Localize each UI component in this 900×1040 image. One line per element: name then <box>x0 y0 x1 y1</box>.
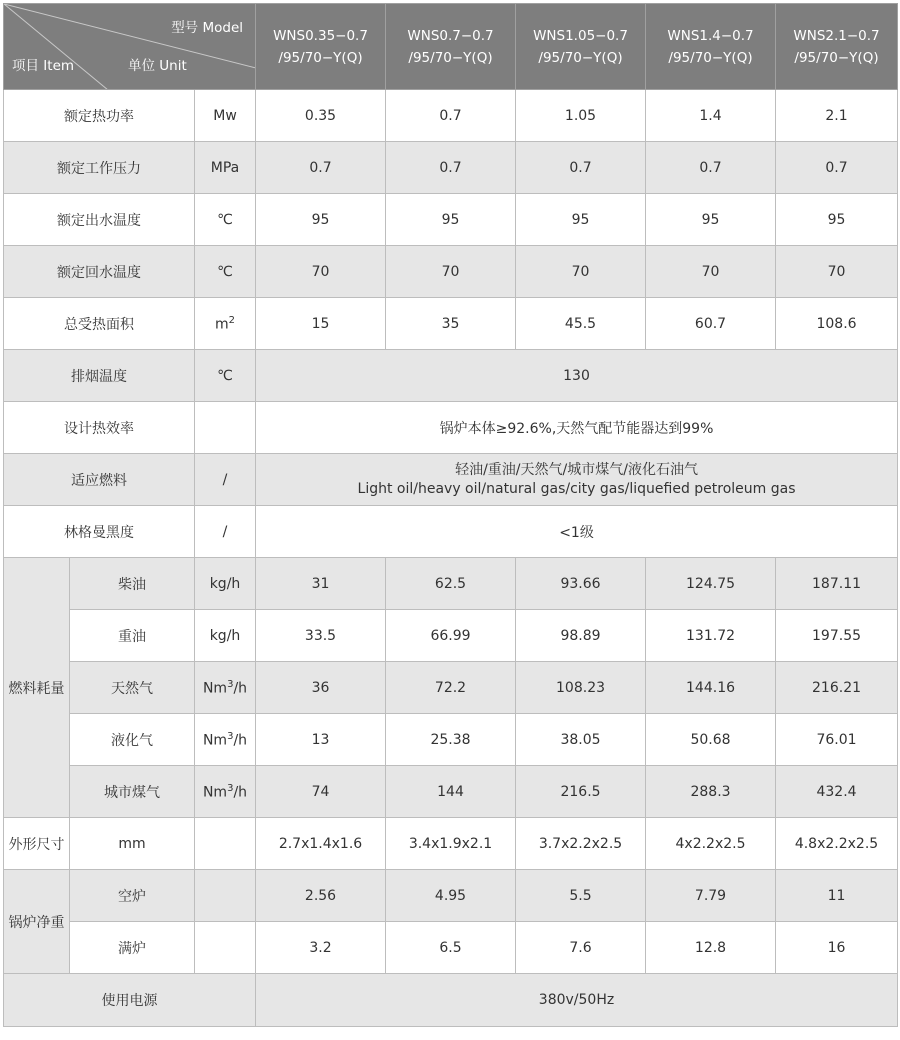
table-row <box>4 766 898 818</box>
unit-exponent: 3 <box>227 678 234 690</box>
value-cell: 7.6 <box>516 922 646 974</box>
value-cell: 72.2 <box>386 662 516 714</box>
unit-cell: ℃ <box>195 350 256 402</box>
value-cell: 16 <box>776 922 898 974</box>
value-cell: 4x2.2x2.5 <box>646 818 776 870</box>
value-cell: 95 <box>516 194 646 246</box>
boiler-spec-table <box>3 3 898 1027</box>
model-name: WNS1.05−0.7 <box>533 27 628 44</box>
value-cell: 216.21 <box>776 662 898 714</box>
value-cell: 3.4x1.9x2.1 <box>386 818 516 870</box>
value-cell: 144.16 <box>646 662 776 714</box>
sub-row-label: 柴油 <box>70 558 195 610</box>
value-cell: 3.2 <box>256 922 386 974</box>
sub-row-label: 城市煤气 <box>70 766 195 818</box>
merged-value-cell: 锅炉本体≥92.6%,天然气配节能器达到99% <box>256 402 898 454</box>
value-cell: 0.7 <box>646 142 776 194</box>
table-row <box>4 298 898 350</box>
unit-cell: mm <box>70 818 195 870</box>
value-cell: 0.7 <box>776 142 898 194</box>
sub-row-label: 液化气 <box>70 714 195 766</box>
model-header-cell <box>776 4 898 90</box>
sub-row-label: 满炉 <box>70 922 195 974</box>
merged-value-cell: <1级 <box>256 506 898 558</box>
model-suffix: /95/70−Y(Q) <box>794 49 879 66</box>
unit-cell-empty <box>195 818 256 870</box>
row-label: 外形尺寸 <box>4 818 70 870</box>
value-cell: 70 <box>776 246 898 298</box>
group-label: 燃料耗量 <box>4 558 70 818</box>
row-label: 额定回水温度 <box>4 246 195 298</box>
value-cell: 95 <box>386 194 516 246</box>
row-label: 排烟温度 <box>4 350 195 402</box>
model-header-cell <box>256 4 386 90</box>
unit-cell: MPa <box>195 142 256 194</box>
value-cell: 124.75 <box>646 558 776 610</box>
unit-cell <box>195 662 256 714</box>
table-row <box>4 974 898 1027</box>
table-row <box>4 870 898 922</box>
value-cell: 31 <box>256 558 386 610</box>
table-row <box>4 350 898 402</box>
table-row <box>4 246 898 298</box>
value-cell: 74 <box>256 766 386 818</box>
model-suffix: /95/70−Y(Q) <box>668 49 753 66</box>
unit-base: m <box>215 316 229 333</box>
row-label: 总受热面积 <box>4 298 195 350</box>
fuel-types-cn: 轻油/重油/天然气/城市煤气/液化石油气 <box>455 461 698 478</box>
sub-row-label: 天然气 <box>70 662 195 714</box>
value-cell: 38.05 <box>516 714 646 766</box>
unit-exponent: 3 <box>227 730 234 742</box>
model-suffix: /95/70−Y(Q) <box>538 49 623 66</box>
value-cell: 108.6 <box>776 298 898 350</box>
unit-cell <box>195 298 256 350</box>
value-cell: 0.7 <box>386 90 516 142</box>
unit-cell: kg/h <box>195 610 256 662</box>
value-cell: 2.1 <box>776 90 898 142</box>
row-label: 适应燃料 <box>4 454 195 506</box>
table-row <box>4 402 898 454</box>
value-cell: 76.01 <box>776 714 898 766</box>
value-cell: 15 <box>256 298 386 350</box>
unit-tail: /h <box>233 680 248 697</box>
value-cell: 35 <box>386 298 516 350</box>
value-cell: 6.5 <box>386 922 516 974</box>
model-header-label: 型号 Model <box>171 20 244 36</box>
value-cell: 95 <box>776 194 898 246</box>
value-cell: 95 <box>646 194 776 246</box>
value-cell: 108.23 <box>516 662 646 714</box>
unit-base: Nm <box>202 784 228 801</box>
value-cell: 0.7 <box>386 142 516 194</box>
value-cell: 216.5 <box>516 766 646 818</box>
value-cell: 13 <box>256 714 386 766</box>
unit-tail: /h <box>233 732 248 749</box>
model-suffix: /95/70−Y(Q) <box>278 49 363 66</box>
unit-cell: ℃ <box>195 246 256 298</box>
value-cell: 62.5 <box>386 558 516 610</box>
unit-tail: /h <box>233 784 248 801</box>
model-header-cell <box>646 4 776 90</box>
table-row <box>4 142 898 194</box>
value-cell: 45.5 <box>516 298 646 350</box>
model-name: WNS2.1−0.7 <box>793 27 880 44</box>
table-row <box>4 662 898 714</box>
header-corner-cell <box>4 4 256 90</box>
table-row <box>4 558 898 610</box>
table-row <box>4 610 898 662</box>
model-name: WNS0.7−0.7 <box>407 27 494 44</box>
table-row <box>4 454 898 506</box>
value-cell: 36 <box>256 662 386 714</box>
model-name: WNS0.35−0.7 <box>273 27 368 44</box>
value-cell: 1.05 <box>516 90 646 142</box>
value-cell: 0.7 <box>516 142 646 194</box>
unit-cell: Mw <box>195 90 256 142</box>
table-header-row <box>4 4 898 90</box>
value-cell: 70 <box>516 246 646 298</box>
value-cell: 288.3 <box>646 766 776 818</box>
value-cell: 25.38 <box>386 714 516 766</box>
sub-row-label: 重油 <box>70 610 195 662</box>
unit-cell: ℃ <box>195 194 256 246</box>
merged-value-cell <box>256 454 898 506</box>
value-cell: 2.56 <box>256 870 386 922</box>
value-cell: 2.7x1.4x1.6 <box>256 818 386 870</box>
value-cell: 7.79 <box>646 870 776 922</box>
value-cell: 93.66 <box>516 558 646 610</box>
value-cell: 11 <box>776 870 898 922</box>
unit-cell <box>195 402 256 454</box>
unit-cell <box>195 714 256 766</box>
row-label: 设计热效率 <box>4 402 195 454</box>
value-cell: 0.35 <box>256 90 386 142</box>
unit-cell: / <box>195 506 256 558</box>
row-label: 使用电源 <box>4 974 256 1027</box>
unit-cell: kg/h <box>195 558 256 610</box>
value-cell: 70 <box>386 246 516 298</box>
sub-row-label: 空炉 <box>70 870 195 922</box>
table-row <box>4 90 898 142</box>
value-cell: 1.4 <box>646 90 776 142</box>
value-cell: 5.5 <box>516 870 646 922</box>
group-label: 锅炉净重 <box>4 870 70 974</box>
unit-cell <box>195 766 256 818</box>
row-label: 额定出水温度 <box>4 194 195 246</box>
unit-exponent: 3 <box>227 782 234 794</box>
table-row <box>4 922 898 974</box>
value-cell: 0.7 <box>256 142 386 194</box>
merged-value-cell: 130 <box>256 350 898 402</box>
value-cell: 70 <box>256 246 386 298</box>
unit-cell-empty <box>195 870 256 922</box>
value-cell: 197.55 <box>776 610 898 662</box>
value-cell: 4.8x2.2x2.5 <box>776 818 898 870</box>
value-cell: 66.99 <box>386 610 516 662</box>
row-label: 额定工作压力 <box>4 142 195 194</box>
value-cell: 432.4 <box>776 766 898 818</box>
value-cell: 131.72 <box>646 610 776 662</box>
table-row <box>4 506 898 558</box>
unit-header-label: 单位 Unit <box>128 58 187 74</box>
unit-exponent: 2 <box>228 314 236 326</box>
value-cell: 95 <box>256 194 386 246</box>
model-header-cell <box>516 4 646 90</box>
row-label: 林格曼黑度 <box>4 506 195 558</box>
model-name: WNS1.4−0.7 <box>667 27 754 44</box>
model-header-cell <box>386 4 516 90</box>
value-cell: 12.8 <box>646 922 776 974</box>
unit-cell: / <box>195 454 256 506</box>
value-cell: 33.5 <box>256 610 386 662</box>
value-cell: 3.7x2.2x2.5 <box>516 818 646 870</box>
value-cell: 98.89 <box>516 610 646 662</box>
table-row <box>4 194 898 246</box>
model-suffix: /95/70−Y(Q) <box>408 49 493 66</box>
value-cell: 70 <box>646 246 776 298</box>
value-cell: 144 <box>386 766 516 818</box>
value-cell: 60.7 <box>646 298 776 350</box>
unit-base: Nm <box>202 732 228 749</box>
fuel-types-en: Light oil/heavy oil/natural gas/city gas/liquefied petroleum gas <box>357 480 796 497</box>
row-label: 额定热功率 <box>4 90 195 142</box>
table-row <box>4 818 898 870</box>
unit-base: Nm <box>202 680 228 697</box>
unit-cell-empty <box>195 922 256 974</box>
value-cell: 50.68 <box>646 714 776 766</box>
value-cell: 187.11 <box>776 558 898 610</box>
value-cell: 4.95 <box>386 870 516 922</box>
table-row <box>4 714 898 766</box>
merged-value-cell: 380v/50Hz <box>256 974 898 1027</box>
item-header-label: 项目 Item <box>12 58 75 74</box>
